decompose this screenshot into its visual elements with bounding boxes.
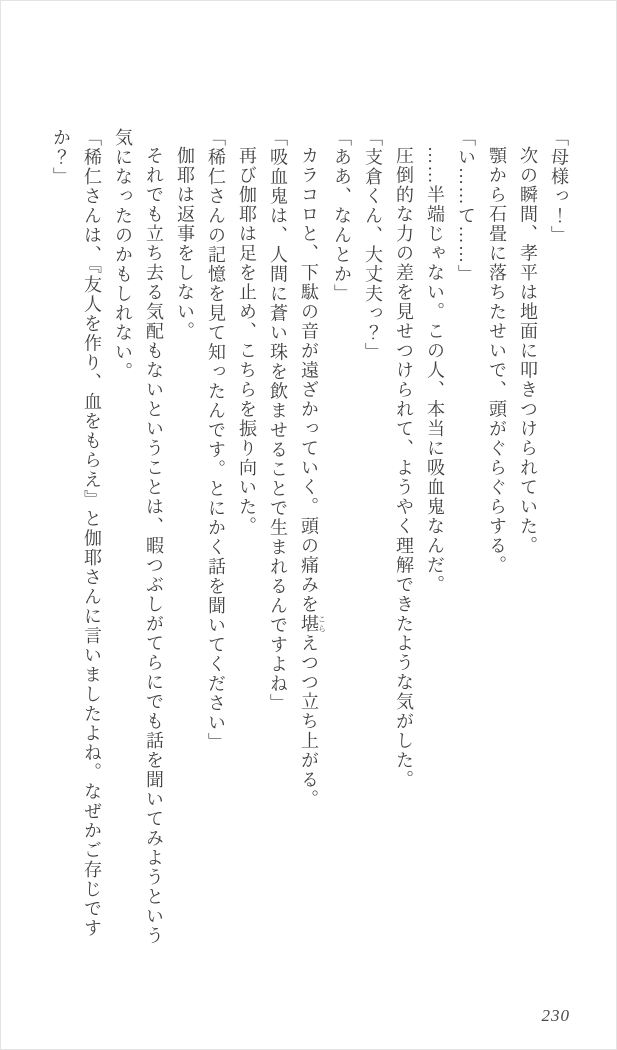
paragraph: 「稀仁さんは、『友人を作り、血をもらえ』と伽耶さんに言いましたよね。なぜかご存じですか？」: [51, 128, 102, 938]
paragraph: 顎から石畳に落ちたせいで、頭がぐらぐらする。: [487, 146, 507, 575]
paragraph: 「支倉くん、大丈夫っ？」: [363, 128, 383, 362]
paragraph: それでも立ち去る気配もないということは、暇つぶしがてらにでも話を聞いてみようという気になったのかもしれない。: [113, 128, 164, 946]
paragraph: 「い……て……」: [456, 128, 476, 284]
paragraph: 「母様っ！」: [549, 128, 569, 245]
paragraph: ……半端じゃない。この人、本当に吸血鬼なんだ。: [425, 146, 445, 595]
paragraph: 「吸血鬼は、人間に蒼い珠を飲ませることで生まれるんですよね」: [268, 128, 288, 713]
paragraph: 圧倒的な力の差を見せつけられて、ようやく理解できたような気がした。: [394, 146, 414, 790]
paragraph: 伽耶は返事をしない。: [175, 146, 195, 341]
ruby-annotated-word: 堪こら: [299, 614, 327, 634]
paragraph: 「ああ、なんとか」: [332, 128, 352, 304]
paragraph: 次の瞬間、孝平は地面に叩きつけられていた。: [518, 146, 538, 556]
paragraph: 「稀仁さんの記憶を見て知ったんです。とにかく話を聞いてください」: [206, 128, 226, 752]
page-number: 230: [541, 1006, 570, 1025]
text-body: [45, 128, 574, 952]
paragraph: カラコロと、下駄の音が遠ざかっていく。頭の痛みを堪こらえつつ立ち上がる。: [299, 146, 327, 809]
paragraph: 再び伽耶は足を止め、こちらを振り向いた。: [237, 146, 257, 536]
